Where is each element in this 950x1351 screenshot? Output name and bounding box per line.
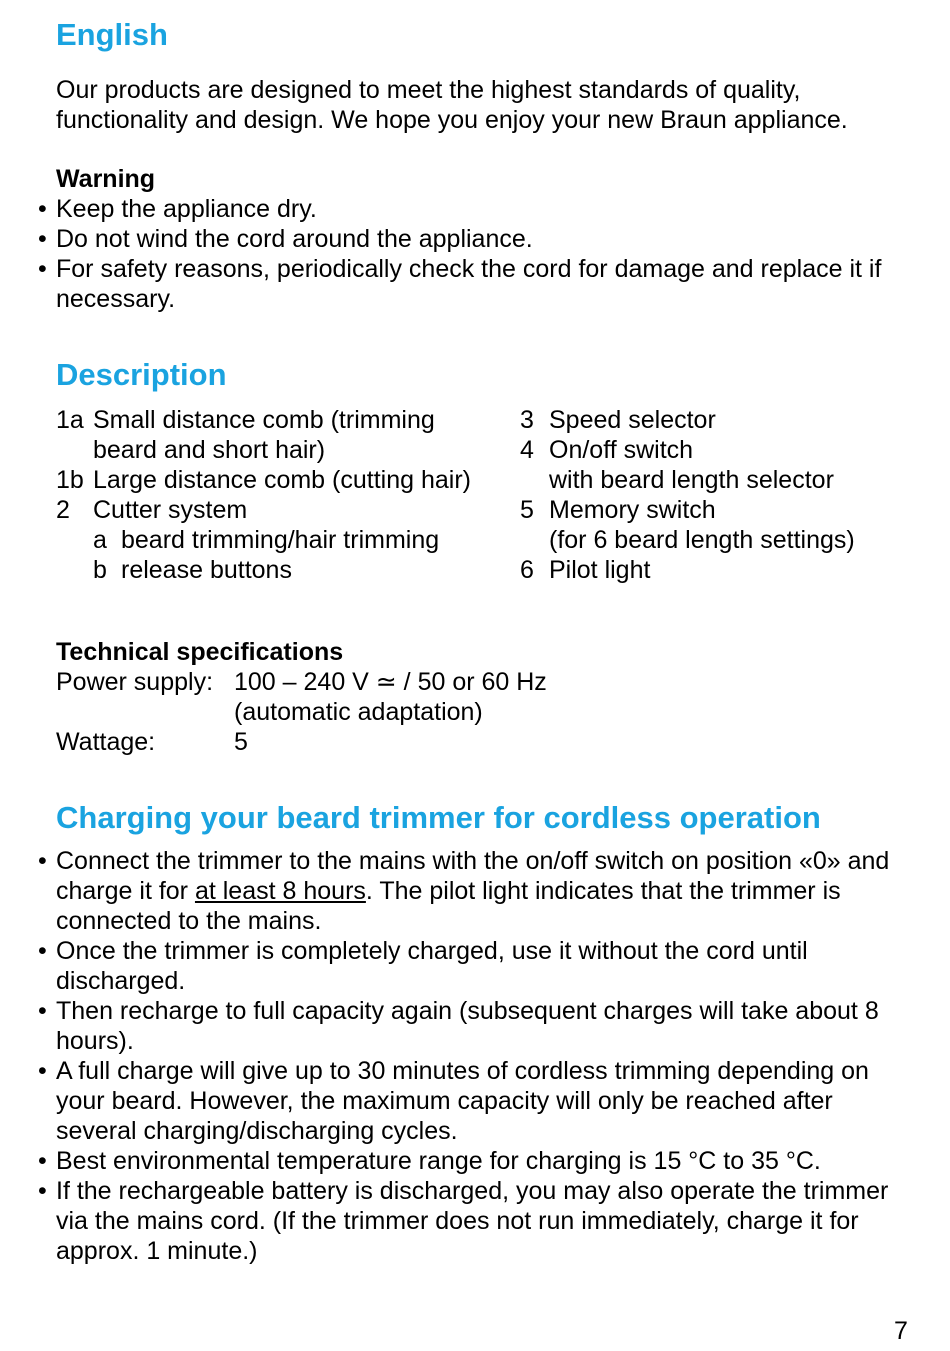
part-text: Speed selector <box>549 406 716 434</box>
charging-item: • Once the trimmer is completely charged, use it without the cord until discharged. <box>56 936 908 996</box>
part-text: Cutter system <box>93 496 248 524</box>
part-text: Memory switch <box>549 496 716 524</box>
power-note-row <box>56 697 483 727</box>
charging-item: • A full charge will give up to 30 minutes of cordless trimming depending on your beard. However, the maximum capacity will only be reached after several charging/discharging cycles. <box>56 1056 908 1146</box>
sub-letter: b <box>93 556 107 584</box>
part-number: 2 <box>56 496 70 524</box>
page-number: 7 <box>894 1317 908 1345</box>
power-label: Power supply: <box>56 668 214 696</box>
charging-item <box>56 846 908 936</box>
part-number: 4 <box>520 436 534 464</box>
intro-paragraph: Our products are designed to meet the highest standards of quality, functionality and design. We hope you enjoy your new Braun appliance. <box>56 76 848 134</box>
sub-letter: a <box>93 526 107 554</box>
description-heading: Description <box>56 357 227 392</box>
power-value: 100 – 240 V ≃ / 50 or 60 Hz <box>234 668 547 696</box>
part-text: (for 6 beard length settings) <box>549 526 855 554</box>
part-text: Pilot light <box>549 556 651 584</box>
part-item <box>56 465 516 495</box>
part-item <box>56 495 516 525</box>
charging-text: . The pilot light indicates that the trimmer is connected to the mains. <box>56 877 841 935</box>
part-text: with beard length selector <box>549 466 834 494</box>
warning-title: Warning <box>56 165 156 193</box>
part-number: 3 <box>520 406 534 434</box>
part-number: 1b <box>56 466 84 494</box>
warning-list <box>56 194 906 314</box>
sub-item <box>56 555 516 585</box>
charging-list <box>56 846 908 1266</box>
charging-item: • Best environmental temperature range for charging is 15 °C to 35 °C. <box>56 1146 908 1176</box>
wattage-label: Wattage: <box>56 728 156 756</box>
warning-item: • Keep the appliance dry. <box>56 194 906 224</box>
part-text: On/off switch <box>549 436 694 464</box>
power-supply-row <box>56 667 547 697</box>
sub-item <box>56 525 516 555</box>
charging-item: • If the rechargeable battery is discharged, you may also operate the trimmer via the mains cord. (If the trimmer does not run immediately, charge it for approx. 1 minute.) <box>56 1176 908 1266</box>
part-item <box>520 465 920 495</box>
warning-item: • Do not wind the cord around the appliance. <box>56 224 906 254</box>
sub-text: release buttons <box>121 556 292 584</box>
part-item <box>520 495 920 525</box>
charging-heading: Charging your beard trimmer for cordless operation <box>56 800 821 835</box>
power-note: (automatic adaptation) <box>234 698 483 726</box>
charging-text: Connect the trimmer to the mains with the on/off switch on position «0» and charge it for <box>56 847 890 905</box>
part-number: 6 <box>520 556 534 584</box>
charging-item: • Then recharge to full capacity again (subsequent charges will take about 8 hours). <box>56 996 908 1056</box>
part-item <box>56 405 516 435</box>
tech-title: Technical specifications <box>56 638 344 666</box>
warning-item: • For safety reasons, periodically check the cord for damage and replace it if necessary. <box>56 254 906 314</box>
wattage-value: 5 <box>234 728 248 756</box>
part-item <box>520 525 920 555</box>
english-heading: English <box>56 17 168 52</box>
part-number: 5 <box>520 496 534 524</box>
description-right-column <box>520 405 920 585</box>
sub-text: beard trimming/hair trimming <box>121 526 440 554</box>
part-item <box>56 435 516 465</box>
part-item <box>520 555 920 585</box>
part-item <box>520 435 920 465</box>
part-item <box>520 405 920 435</box>
description-left-column <box>56 405 516 585</box>
part-text: Small distance comb (trimming <box>93 406 435 434</box>
part-number: 1a <box>56 406 84 434</box>
wattage-row <box>56 727 343 757</box>
part-text: Large distance comb (cutting hair) <box>93 466 471 494</box>
part-text: beard and short hair) <box>93 436 326 464</box>
tech-specs <box>56 637 547 757</box>
charging-duration: at least 8 hours <box>194 877 366 905</box>
